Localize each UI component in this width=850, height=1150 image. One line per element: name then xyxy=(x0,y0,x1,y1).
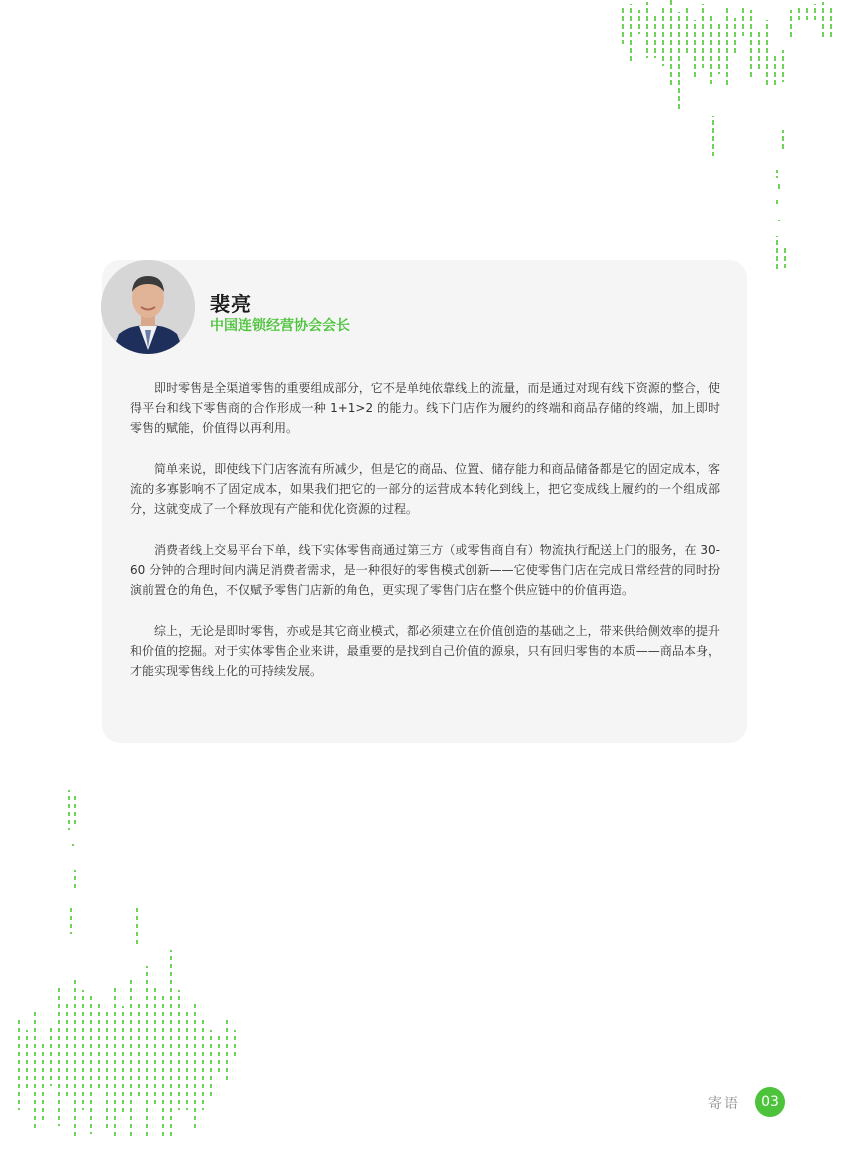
decorative-dot-pattern-top xyxy=(600,0,850,290)
decorative-dot-pattern-bottom xyxy=(10,780,250,1146)
paragraph: 综上，无论是即时零售，亦或是其它商业模式，都必须建立在价值创造的基础之上，带来供给侧效率的提升和价值的挖掘。对于实体零售企业来讲，最重要的是找到自己价值的源泉，只有回归零售的本质——商品本身，才能实现零售线上化的可持续发展。 xyxy=(130,624,720,678)
message-body xyxy=(130,378,720,702)
section-label: 寄语 xyxy=(708,1096,740,1112)
paragraph: 简单来说，即使线下门店客流有所减少，但是它的商品、位置、储存能力和商品储备都是它的固定成本，客流的多寡影响不了固定成本，如果我们把它的一部分的运营成本转化到线上，把它变成线上履约的一个组成部分，这就变成了一个释放现有产能和优化资源的过程。 xyxy=(130,462,720,516)
speaker-name: 裴亮 xyxy=(210,292,252,316)
paragraph: 即时零售是全渠道零售的重要组成部分，它不是单纯依靠线上的流量，而是通过对现有线下资源的整合，使得平台和线下零售商的合作形成一种 1+1>2 的能力。线下门店作为履约的终端和商品存储的终端，加上即时零售的赋能，价值得以再利用。 xyxy=(130,381,720,435)
avatar xyxy=(101,260,195,354)
speaker-title: 中国连锁经营协会会长 xyxy=(210,318,350,334)
page-number: 03 xyxy=(755,1087,785,1117)
paragraph: 消费者线上交易平台下单，线下实体零售商通过第三方（或零售商自有）物流执行配送上门的服务，在 30-60 分钟的合理时间内满足消费者需求，是一种很好的零售模式创新——它使零售门店在完成日常经营的同时扮演前置仓的角色，不仅赋予零售门店新的角色，更实现了零售门店在整个供应链中的价值再造。 xyxy=(130,543,720,597)
